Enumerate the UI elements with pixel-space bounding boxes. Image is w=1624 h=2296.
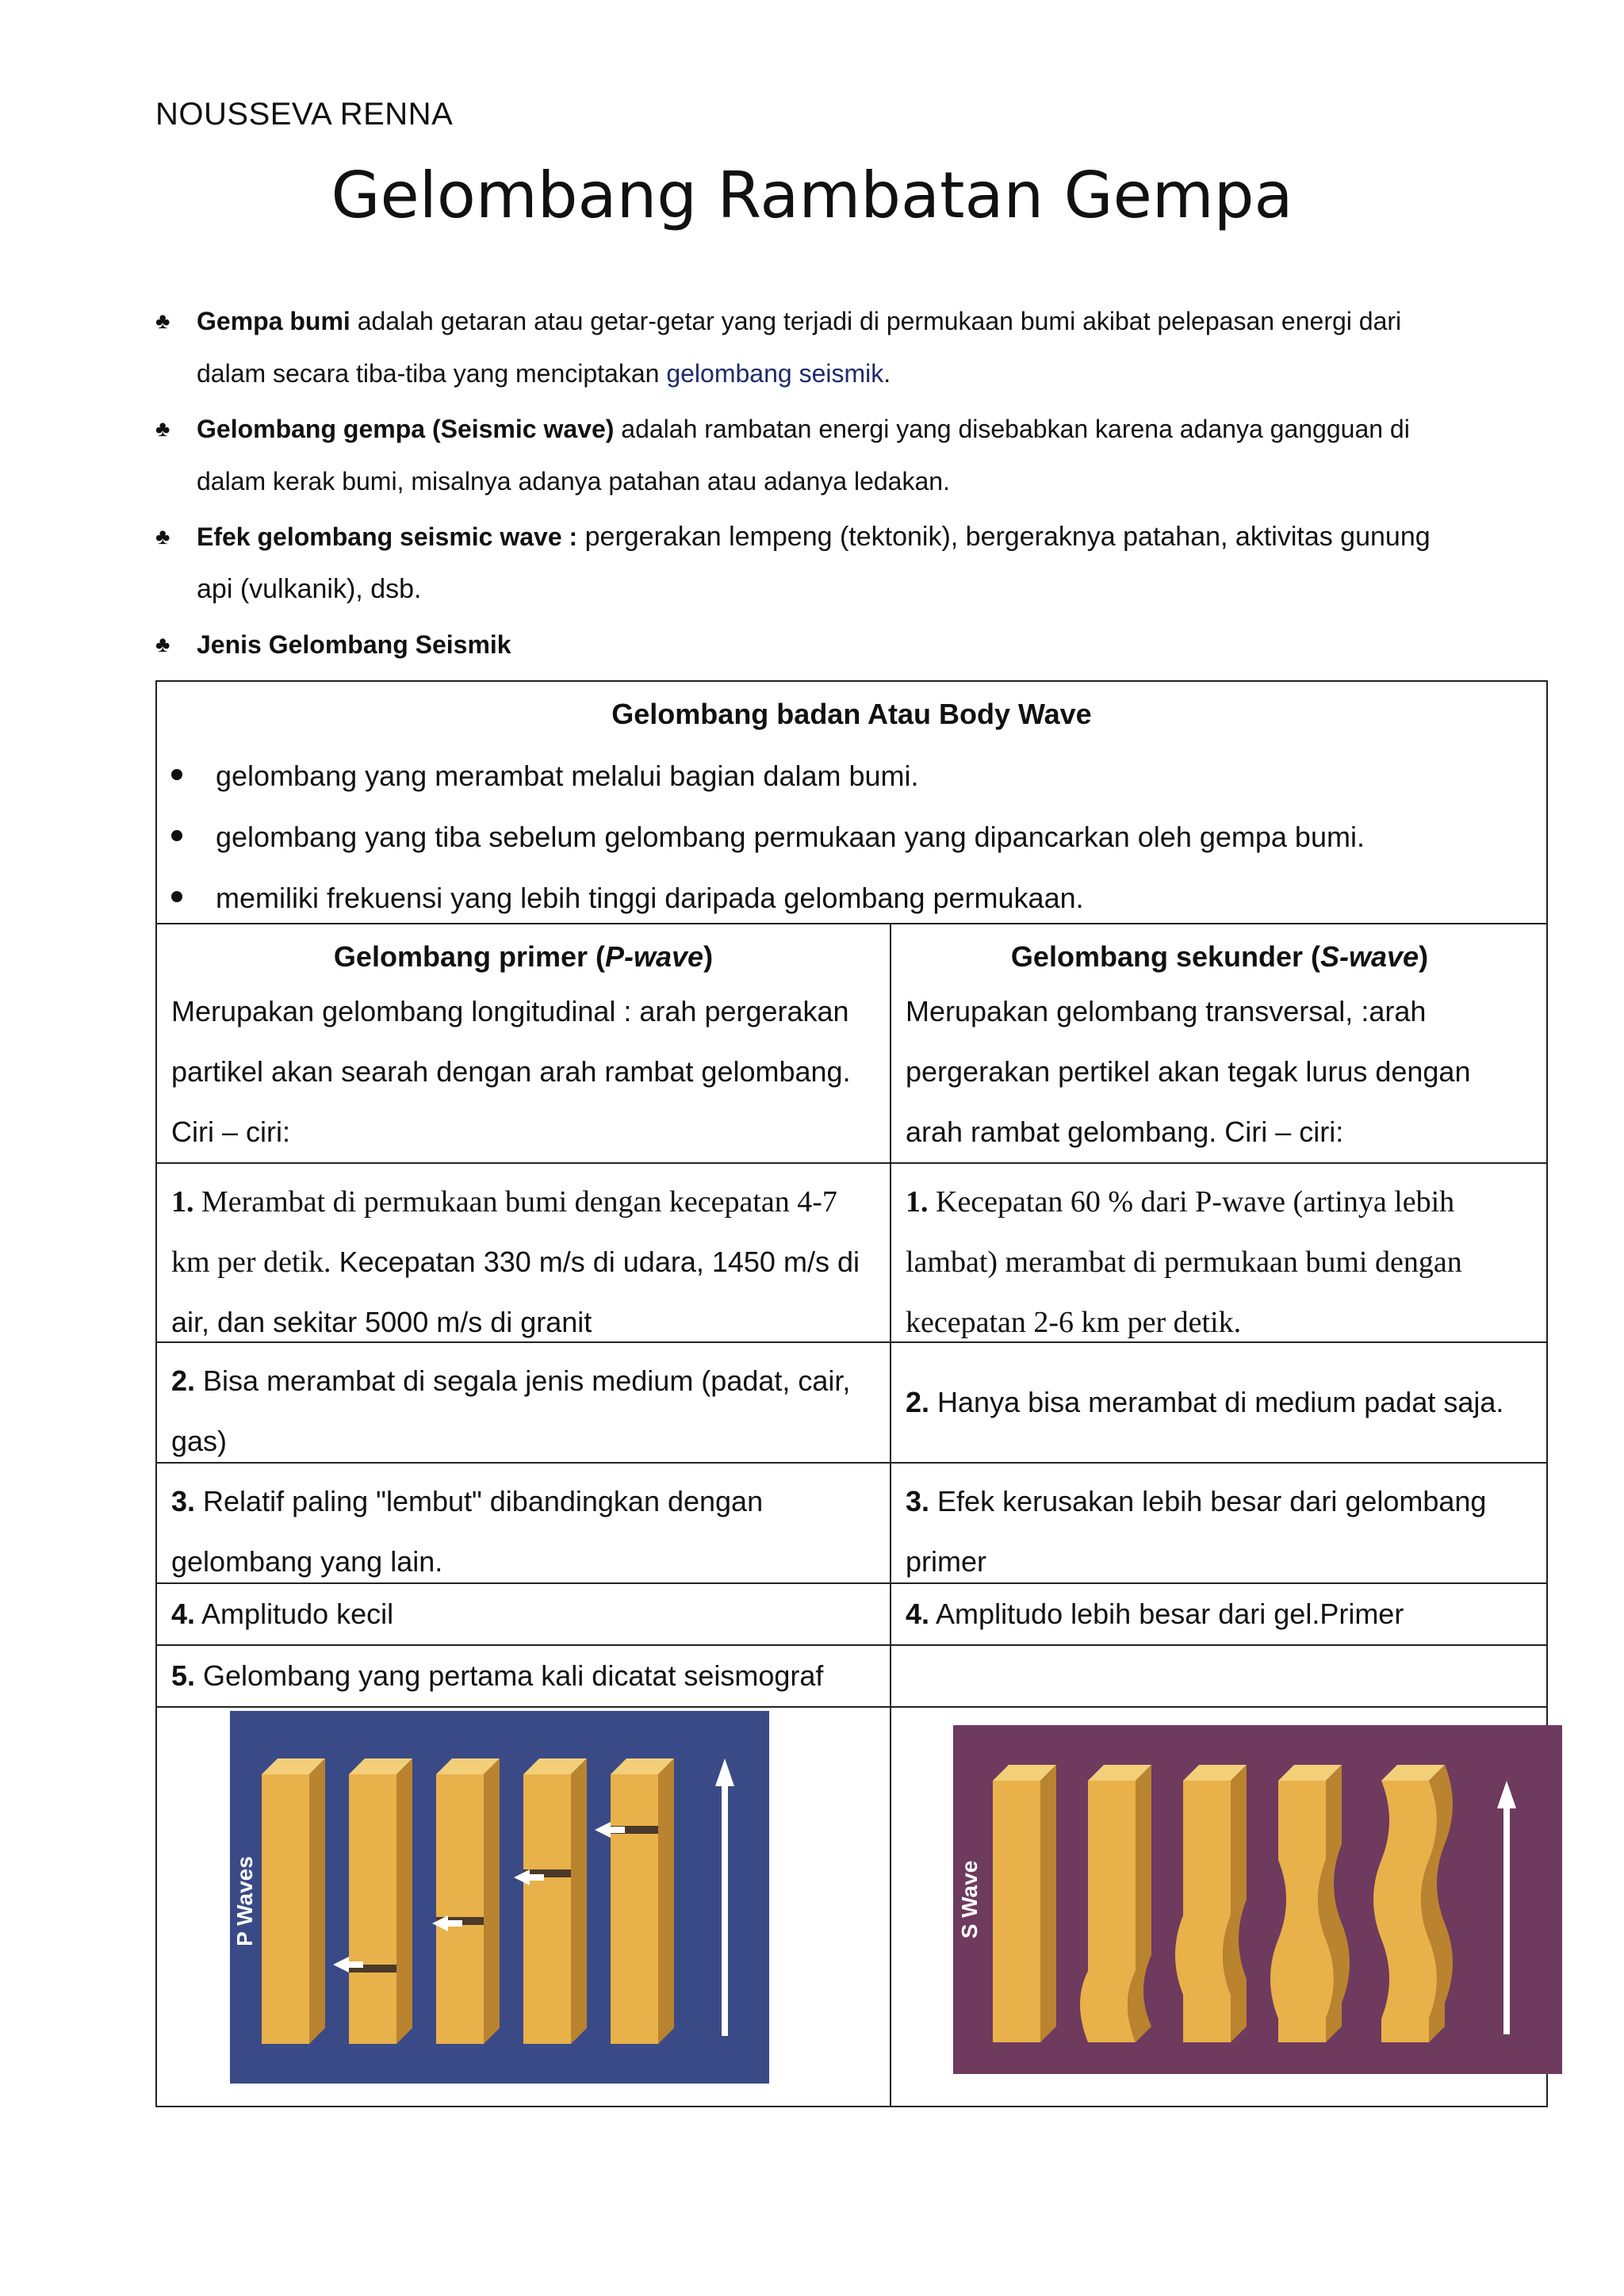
s-wave-trait-5: [891, 1646, 1548, 1706]
body-wave-list: [157, 745, 1546, 928]
s-wave-description: Merupakan gelombang transversal, :arah pergerakan pertikel akan tegak lurus dengan arah rambat gelombang. Ciri – ciri:: [906, 995, 1471, 1148]
s-wave-illustration: [953, 1725, 1562, 2074]
seismic-wave-link[interactable]: gelombang seismik: [666, 359, 884, 388]
table-row: [157, 1164, 1546, 1343]
bullet-seismic-wave: [155, 403, 1472, 507]
s-wave-trait-3: 3. Efek kerusakan lebih besar dari gelombang primer: [906, 1485, 1487, 1578]
p-wave-trait-2: 2. Bisa merambat di segala jenis medium (padat, cair, gas): [157, 1343, 891, 1462]
bullet-text: adalah rambatan energi yang disebabkan karena adanya gangguan di dalam kerak bumi, misalnya adanya patahan atau adanya ledakan.: [197, 415, 1410, 496]
s-wave-diagram: [953, 1725, 1562, 2074]
p-wave-label: P Waves: [232, 1856, 257, 1946]
s-wave-trait-1: 1. Kecepatan 60 % dari P-wave (artinya lebih lambat) merambat di permukaan bumi dengan kecepatan 2-6 km per detik.: [906, 1185, 1462, 1339]
table-row: [157, 1584, 1546, 1646]
list-item: gelombang yang merambat melalui bagian dalam bumi.: [157, 745, 1546, 806]
p-wave-heading: Gelombang primer (P-wave): [333, 940, 714, 973]
list-item: memiliki frekuensi yang lebih tinggi daripada gelombang permukaan.: [157, 867, 1546, 928]
club-bullet-icon: ♣: [155, 308, 170, 333]
club-bullet-icon: ♣: [155, 632, 170, 656]
page-title: Gelombang Rambatan Gempa: [331, 159, 1293, 232]
bullet-gempa-bumi: [155, 295, 1472, 400]
p-wave-blocks: [262, 1758, 674, 2044]
s-wave-trait-2: 2. Hanya bisa merambat di medium padat saja.: [906, 1386, 1504, 1418]
p-wave-trait-1: 1. Merambat di permukaan bumi dengan kecepatan 4-7 km per detik. Kecepatan 330 m/s di udara, 1450 m/s di air, dan sekitar 5000 m/s di granit: [157, 1164, 891, 1341]
bullet-bold: Gempa bumi: [197, 307, 350, 335]
p-wave-description: Merupakan gelombang longitudinal : arah pergerakan partikel akan searah dengan arah rambat gelombang. Ciri – ciri:: [171, 995, 851, 1148]
s-wave-heading: Gelombang sekunder (S-wave): [1010, 940, 1429, 973]
p-wave-heading-cell: [157, 924, 891, 1162]
bullet-text: pergerakan lempeng (tektonik), bergeraknya patahan, aktivitas gunung api (vulkanik), dsb.: [197, 522, 1431, 604]
table-row: [157, 1646, 1546, 1708]
s-wave-heading-cell: [891, 924, 1548, 1162]
author-name: NOUSSEVA RENNA: [155, 97, 454, 132]
p-wave-trait-5: 5. Gelombang yang pertama kali dicatat seismograf: [157, 1646, 891, 1706]
list-item: gelombang yang tiba sebelum gelombang permukaan yang dipancarkan oleh gempa bumi.: [157, 806, 1546, 867]
p-wave-trait-3: 3. Relatif paling "lembut" dibandingkan dengan gelombang yang lain.: [157, 1464, 891, 1582]
table-row: [157, 1464, 1546, 1584]
body-wave-section: [157, 682, 1546, 924]
bullet-jenis: [155, 618, 1472, 671]
bullet-bold: Jenis Gelombang Seismik: [197, 630, 511, 659]
s-wave-label: S Wave: [957, 1860, 982, 1939]
bullet-tail: .: [883, 359, 891, 388]
bullet-text: adalah getaran atau getar-getar yang terjadi di permukaan bumi akibat pelepasan energi dari dalam secara tiba-tiba yang menciptakan: [197, 307, 1402, 388]
wave-heading-row: [157, 924, 1546, 1164]
intro-bullets: [155, 295, 1472, 674]
club-bullet-icon: ♣: [155, 416, 170, 441]
p-wave-illustration: [230, 1711, 769, 2084]
body-wave-title: Gelombang badan Atau Body Wave: [611, 698, 1092, 730]
bullet-bold: Efek gelombang seismic wave :: [197, 522, 578, 551]
table-row: [157, 1343, 1546, 1464]
p-wave-trait-4: 4. Amplitudo kecil: [157, 1584, 891, 1644]
club-bullet-icon: ♣: [155, 524, 170, 549]
s-wave-trait-4: 4. Amplitudo lebih besar dari gel.Primer: [906, 1598, 1404, 1630]
p-wave-diagram: [230, 1711, 769, 2084]
bullet-bold: Gelombang gempa (Seismic wave): [197, 415, 615, 443]
bullet-efek: [155, 511, 1472, 615]
